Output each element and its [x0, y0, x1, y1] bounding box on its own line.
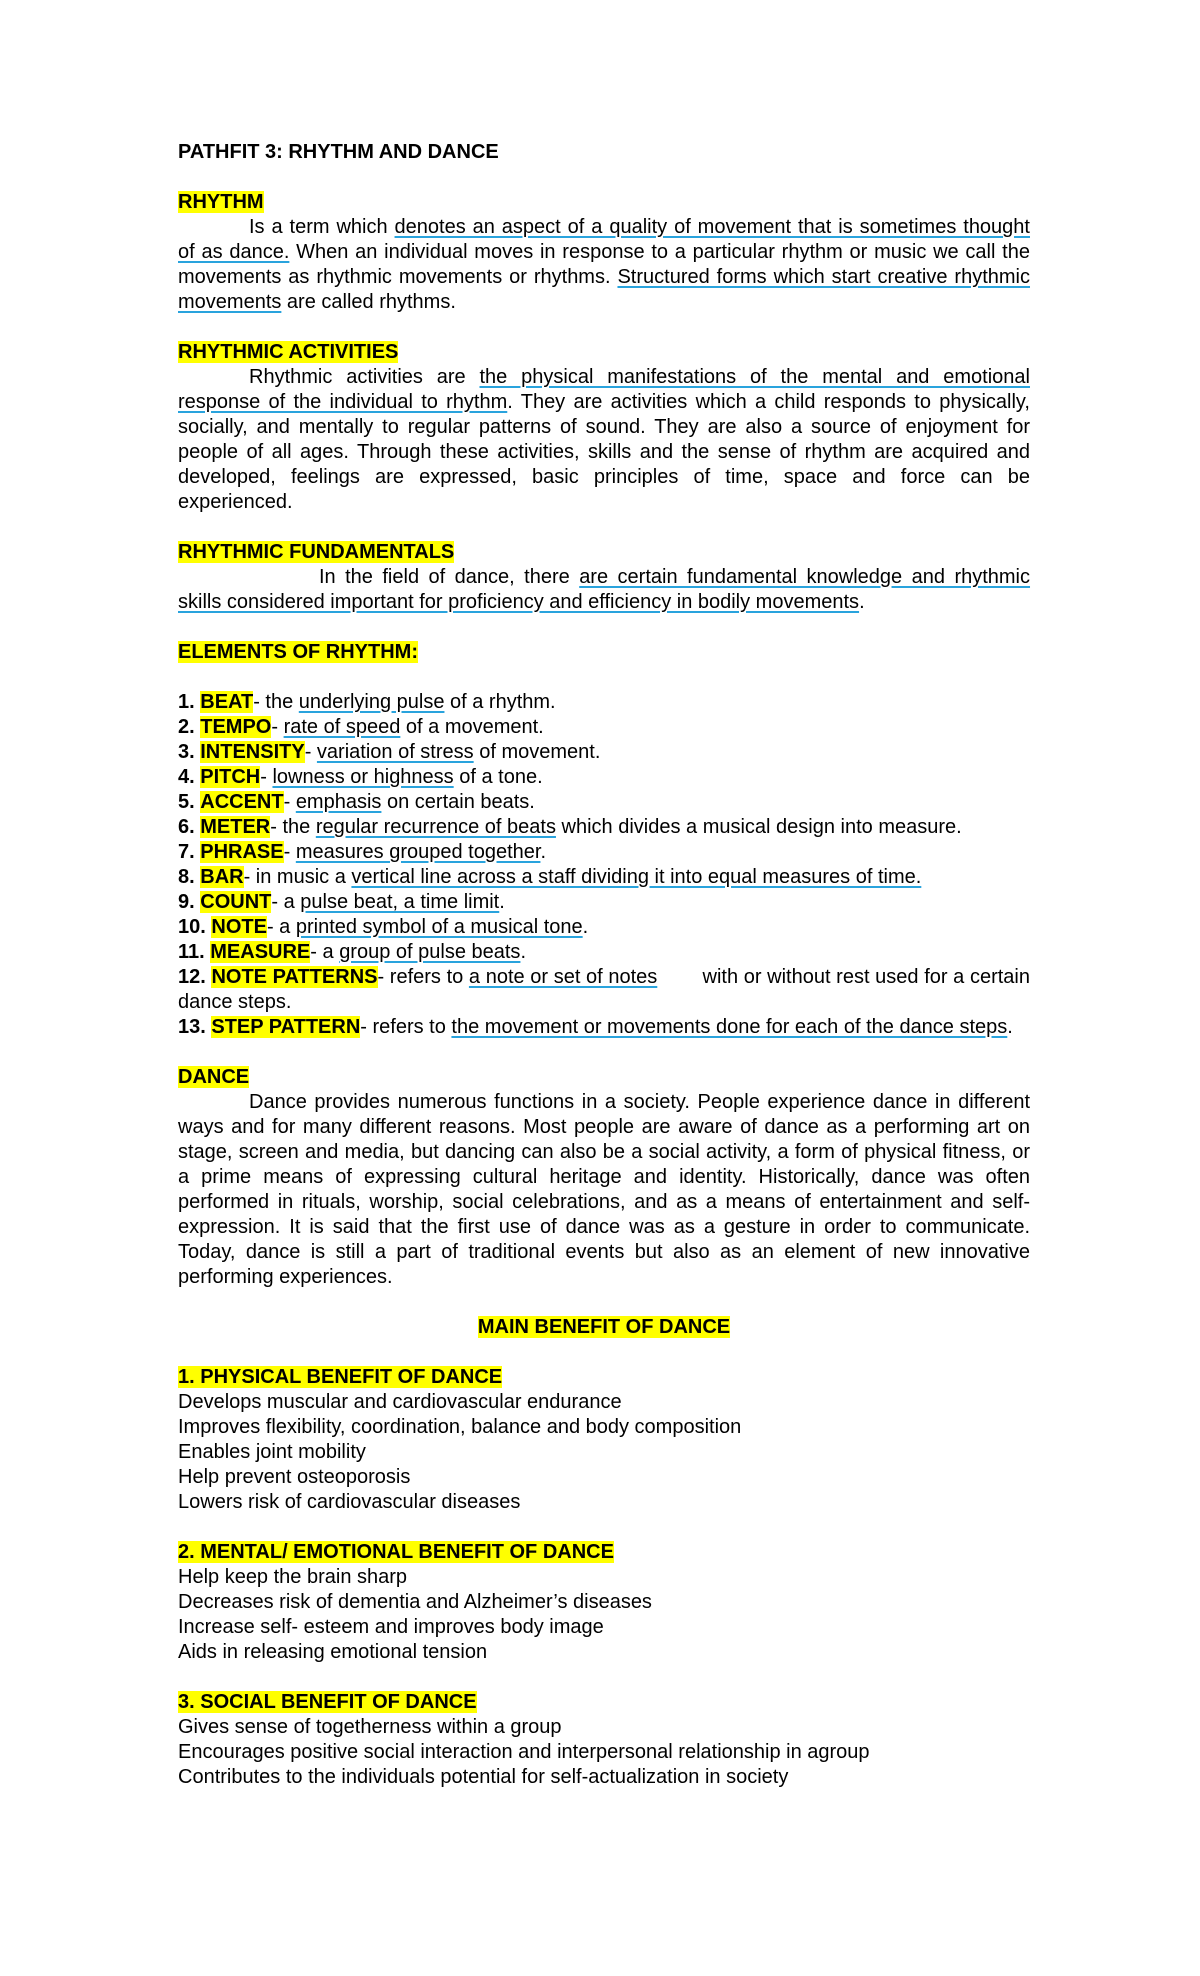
element-underline: the movement or movements done for each of the dance steps — [451, 1016, 1008, 1038]
element-text-after: . — [1007, 1016, 1013, 1038]
mental-benefit-item: Aids in releasing emotional tension — [178, 1641, 488, 1663]
element-term: BEAT — [200, 691, 254, 713]
physical-benefit-section — [178, 1365, 1030, 1390]
element-term: TEMPO — [200, 716, 272, 738]
element-item — [178, 1015, 1030, 1040]
ra-underline-1: the physical manifestations of the mental and emotional response of the individual to rhythm — [178, 366, 1030, 413]
element-term: NOTE — [211, 916, 267, 938]
element-text: - the — [270, 816, 316, 838]
element-text: - — [304, 741, 317, 763]
element-text-after: on certain beats. — [381, 791, 535, 813]
element-text: - — [283, 791, 296, 813]
element-number: 6. — [178, 816, 195, 838]
element-term: STEP PATTERN — [211, 1016, 361, 1038]
physical-benefit-list — [178, 1390, 1030, 1515]
rf-text-2: . — [859, 591, 865, 613]
element-number: 9. — [178, 891, 195, 913]
element-term: ACCENT — [200, 791, 284, 813]
element-text-after: . — [520, 941, 526, 963]
element-item — [178, 890, 1030, 915]
element-item — [178, 790, 1030, 815]
element-item — [178, 690, 1030, 715]
section-rhythmic-activities — [178, 340, 1030, 365]
social-benefit-item: Encourages positive social interaction and interpersonal relationship in agroup — [178, 1741, 870, 1763]
element-text: - — [271, 716, 284, 738]
element-underline: rate of speed — [283, 716, 401, 738]
element-text-after: . — [582, 916, 589, 938]
element-underline: pulse beat, a time limit — [300, 891, 500, 913]
element-text-after: with or without rest used for a certain dance steps. — [178, 966, 1036, 1013]
ra-text-1: Rhythmic activities are — [249, 366, 480, 388]
rhythm-text-2: When an individual moves in response to a particular rhythm or music we call the movements as rhythmic movements or rhythms. — [178, 241, 1030, 288]
rhythmic-fundamentals-heading: RHYTHMIC FUNDAMENTALS — [178, 541, 455, 563]
rhythmic-activities-heading: RHYTHMIC ACTIVITIES — [178, 341, 399, 363]
element-item — [178, 765, 1030, 790]
social-benefit-heading: 3. SOCIAL BENEFIT OF DANCE — [178, 1691, 477, 1713]
element-text-after: of movement. — [473, 741, 601, 763]
element-text: - a — [310, 941, 340, 963]
element-underline: printed symbol of a musical tone — [295, 916, 583, 938]
element-underline: underlying pulse — [298, 691, 445, 713]
element-term: BAR — [200, 866, 244, 888]
element-text-after: of a rhythm. — [444, 691, 556, 713]
element-underline: emphasis — [295, 791, 382, 813]
element-term: MEASURE — [210, 941, 311, 963]
rhythm-underline-2: Structured forms which start creative rhythmic movements — [178, 266, 1030, 313]
element-text: - — [260, 766, 273, 788]
element-number: 2. — [178, 716, 195, 738]
element-underline: a note or set of notes — [468, 966, 658, 988]
element-text: - refers to — [377, 966, 469, 988]
section-elements-of-rhythm — [178, 640, 1030, 665]
social-benefit-list — [178, 1715, 1030, 1790]
rhythm-text-3: are called rhythms. — [281, 291, 456, 313]
element-text: - refers to — [360, 1016, 452, 1038]
element-text-after: of a tone. — [453, 766, 543, 788]
rhythm-paragraph — [178, 215, 1030, 315]
element-underline: group of pulse beats — [339, 941, 521, 963]
element-underline: variation of stress — [316, 741, 474, 763]
element-text: - in music a — [243, 866, 352, 888]
physical-benefit-item: Develops muscular and cardiovascular endurance — [178, 1391, 622, 1413]
social-benefit-item: Contributes to the individuals potential for self-actualization in society — [178, 1766, 789, 1788]
dance-paragraph: Dance provides numerous functions in a society. People experience dance in different ways and for many different reasons. Most people are aware of dance as a performing art on stage, screen and media, but dancing can also be a social activity, a form of physical fitness, or a prime means of expressing cultural heritage and identity. Historically, dance was often performed in rituals, worship, social celebrations, and as a means of entertainment and self-expression. It is said that the first use of dance was as a gesture in order to communicate. Today, dance is still a part of traditional events but also as an element of new innovative performing experiences. — [178, 1091, 1030, 1288]
element-term: METER — [200, 816, 271, 838]
physical-benefit-item: Help prevent osteoporosis — [178, 1466, 411, 1488]
main-benefit-heading: MAIN BENEFIT OF DANCE — [477, 1316, 731, 1338]
mental-benefit-item: Help keep the brain sharp — [178, 1566, 408, 1588]
element-item — [178, 865, 1030, 890]
element-text: - the — [253, 691, 299, 713]
element-number: 3. — [178, 741, 195, 763]
element-term: PITCH — [200, 766, 261, 788]
mental-benefit-section — [178, 1540, 1030, 1565]
document-title: PATHFIT 3: RHYTHM AND DANCE — [178, 141, 499, 163]
element-text-after: . — [540, 841, 546, 863]
section-dance — [178, 1065, 1030, 1090]
rhythmic-fundamentals-paragraph — [178, 565, 1030, 615]
social-benefit-section — [178, 1690, 1030, 1715]
physical-benefit-heading: 1. PHYSICAL BENEFIT OF DANCE — [178, 1366, 503, 1388]
element-item — [178, 715, 1030, 740]
element-term: COUNT — [200, 891, 272, 913]
element-item — [178, 740, 1030, 765]
element-number: 1. — [178, 691, 195, 713]
element-item — [178, 815, 1030, 840]
physical-benefit-item: Enables joint mobility — [178, 1441, 366, 1463]
rhythm-heading: RHYTHM — [178, 191, 264, 213]
physical-benefit-item: Lowers risk of cardiovascular diseases — [178, 1491, 521, 1513]
element-number: 5. — [178, 791, 195, 813]
element-underline: regular recurrence of beats — [315, 816, 556, 838]
section-main-benefit — [178, 1315, 1030, 1340]
element-number: 12. — [178, 966, 206, 988]
rf-underline-1: are certain fundamental knowledge and rhythmic skills considered important for proficiency and efficiency in bodily movements — [178, 566, 1031, 613]
element-text-after: which divides a musical design into measure. — [555, 816, 962, 838]
element-term: PHRASE — [200, 841, 284, 863]
ra-text-2: . They are activities which a child responds to physically, socially, and mentally to regular patterns of sound. They are also a source of enjoyment for people of all ages. Through these activities, skills and the sense of rhythm are acquired and developed, feelings are expressed, basic principles of time, space and force can be experienced. — [178, 391, 1030, 513]
element-text-after: . — [499, 891, 505, 913]
element-item — [178, 915, 1030, 940]
mental-benefit-item: Increase self- esteem and improves body image — [178, 1616, 604, 1638]
document-page — [178, 140, 1036, 1790]
element-text: - a — [271, 891, 301, 913]
element-term: INTENSITY — [200, 741, 305, 763]
element-item — [178, 965, 1036, 1015]
element-underline: measures grouped together — [295, 841, 541, 863]
dance-heading: DANCE — [178, 1066, 250, 1088]
element-text-after: of a movement. — [400, 716, 544, 738]
section-rhythm — [178, 190, 1030, 215]
element-text: - a — [266, 916, 296, 938]
element-text: - — [283, 841, 296, 863]
mental-benefit-list — [178, 1565, 1030, 1665]
element-item — [178, 840, 1030, 865]
element-underline: lowness or highness — [272, 766, 454, 788]
element-number: 7. — [178, 841, 195, 863]
element-item — [178, 940, 1030, 965]
rhythmic-activities-paragraph — [178, 365, 1030, 515]
physical-benefit-item: Improves flexibility, coordination, balance and body composition — [178, 1416, 742, 1438]
element-number: 10. — [178, 916, 206, 938]
element-number: 4. — [178, 766, 195, 788]
rf-text-1: In the field of dance, there — [319, 566, 580, 588]
element-number: 8. — [178, 866, 195, 888]
element-underline: vertical line across a staff dividing it into equal measures of time. — [351, 866, 922, 888]
element-number: 13. — [178, 1016, 206, 1038]
social-benefit-item: Gives sense of togetherness within a group — [178, 1716, 562, 1738]
element-term: NOTE PATTERNS — [211, 966, 378, 988]
section-rhythmic-fundamentals — [178, 540, 1030, 565]
elements-list — [178, 690, 1036, 1040]
element-number: 11. — [178, 941, 205, 963]
rhythm-text-1: Is a term which — [249, 216, 395, 238]
mental-benefit-item: Decreases risk of dementia and Alzheimer’s diseases — [178, 1591, 652, 1613]
rhythm-underline-1: denotes an aspect of a quality of movement that is sometimes thought of as dance. — [178, 216, 1030, 263]
elements-heading: ELEMENTS OF RHYTHM: — [178, 641, 418, 663]
mental-benefit-heading: 2. MENTAL/ EMOTIONAL BENEFIT OF DANCE — [178, 1541, 614, 1563]
